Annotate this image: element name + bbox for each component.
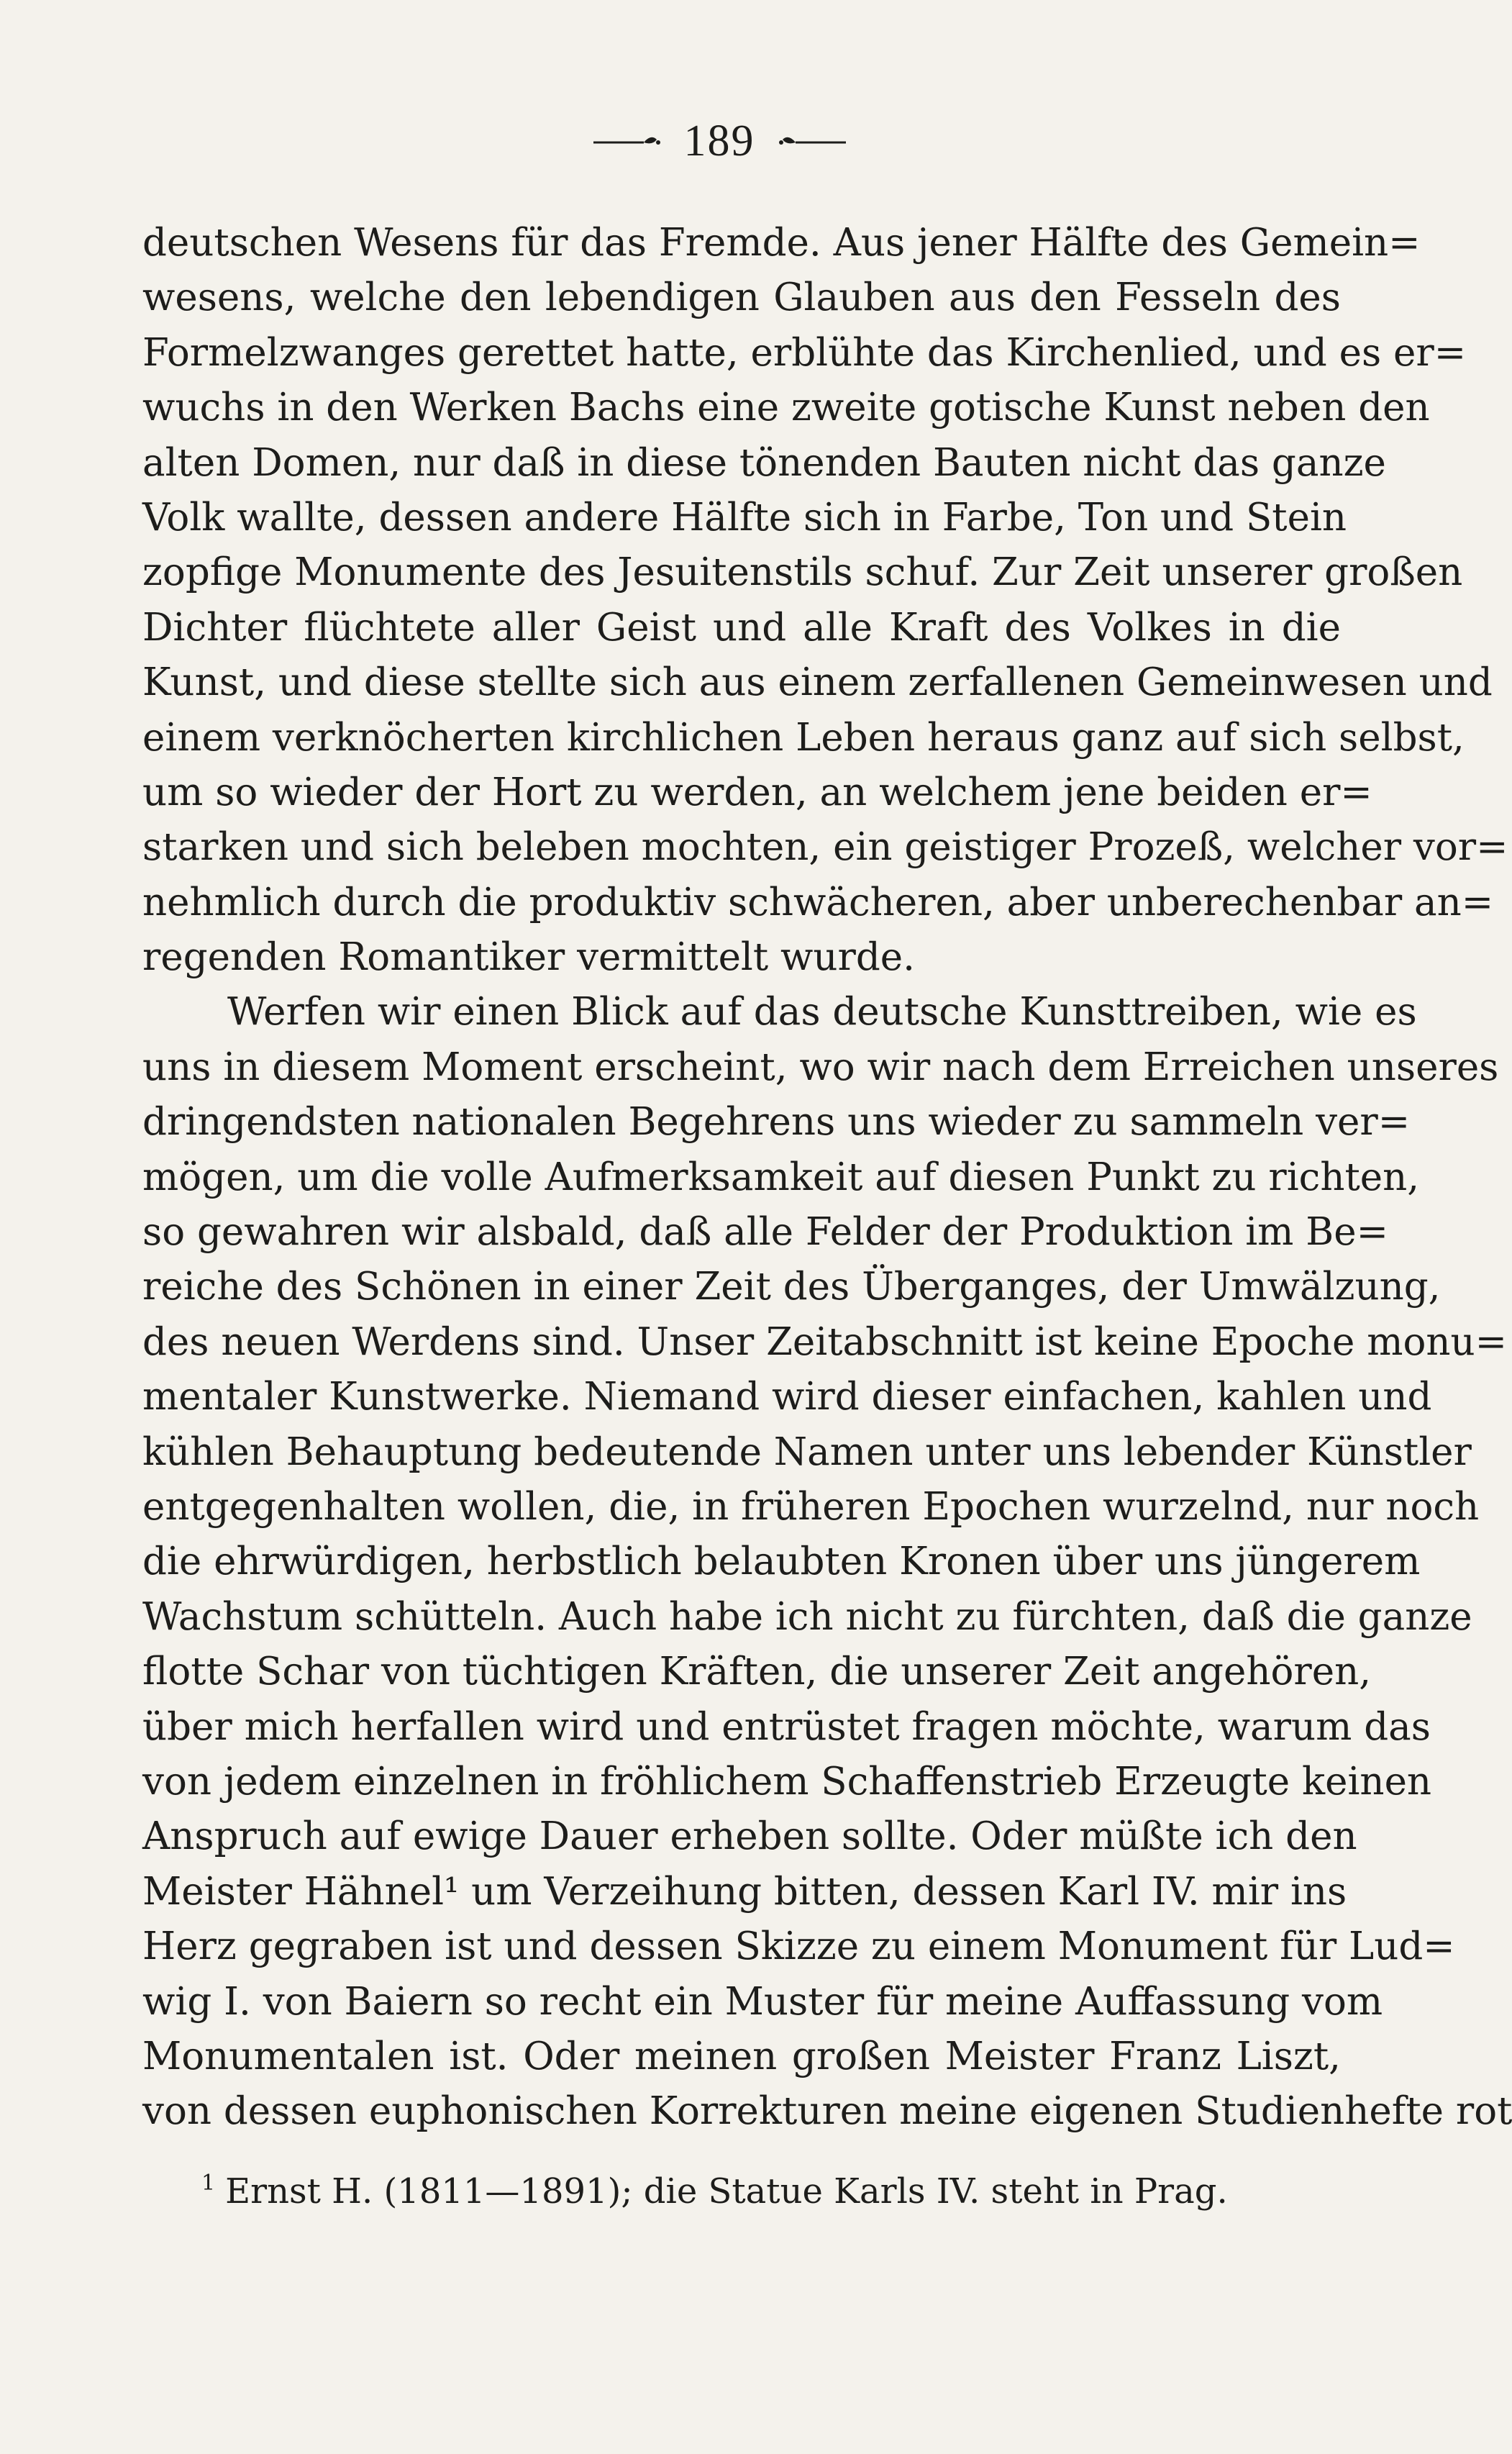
text-line: entgegenhalten wollen, die, in früheren Epochen wurzelnd, nur noch bbox=[142, 1484, 1480, 1529]
text-line: alten Domen, nur daß in diese tönenden Bauten nicht das ganze bbox=[142, 440, 1386, 485]
footnote-text: Ernst H. (1811—1891); die Statue Karls IV. steht in Prag. bbox=[225, 2171, 1228, 2212]
text-line: so gewahren wir alsbald, daß alle Felder der Produktion im Be= bbox=[142, 1210, 1388, 1255]
text-line: von dessen euphonischen Korrekturen meine eigenen Studienhefte rot bbox=[142, 2089, 1512, 2134]
text-line: nehmlich durch die produktiv schwächeren, aber unberechenbar an= bbox=[142, 880, 1494, 924]
text-line: über mich herfallen wird und entrüstet fragen möchte, warum das bbox=[142, 1704, 1431, 1749]
text-line: starken und sich beleben mochten, ein geistiger Prozeß, welcher vor= bbox=[142, 825, 1508, 870]
text-line: flotte Schar von tüchtigen Kräften, die unserer Zeit angehören, bbox=[142, 1650, 1372, 1694]
text-line: zopfige Monumente des Jesuitenstils schuf. Zur Zeit unserer großen bbox=[142, 550, 1463, 595]
text-line: kühlen Behauptung bedeutende Namen unter uns lebender Künstler bbox=[142, 1430, 1472, 1474]
text-line: uns in diesem Moment erscheint, wo wir nach dem Erreichen unseres bbox=[142, 1045, 1499, 1089]
paragraph-start-line: Werfen wir einen Blick auf das deutsche Kunsttreiben, wie es bbox=[227, 990, 1417, 1035]
text-line: um so wieder der Hort zu werden, an welchem jene beiden er= bbox=[142, 770, 1372, 814]
text-line: einem verknöcherten kirchlichen Leben heraus ganz auf sich selbst, bbox=[142, 715, 1465, 760]
page-number: 189 bbox=[683, 117, 755, 165]
body-text bbox=[142, 216, 1512, 2140]
text-line: Anspruch auf ewige Dauer erheben sollte. Oder müßte ich den bbox=[142, 1814, 1357, 1859]
left-ornament-icon bbox=[592, 127, 664, 155]
text-line: Monumentalen ist. Oder meinen großen Meister Franz Liszt, bbox=[142, 2034, 1341, 2078]
text-line: regenden Romantiker vermittelt wurde. bbox=[142, 935, 916, 980]
footnote-marker: 1 bbox=[201, 2171, 216, 2196]
text-line: Kunst, und diese stellte sich aus einem zerfallenen Gemeinwesen und bbox=[142, 660, 1493, 705]
footnote bbox=[201, 2158, 1324, 2217]
right-ornament-icon bbox=[775, 127, 847, 155]
text-line: wuchs in den Werken Bachs eine zweite gotische Kunst neben den bbox=[142, 386, 1430, 430]
text-line: Meister Hähnel¹ um Verzeihung bitten, dessen Karl IV. mir ins bbox=[142, 1869, 1347, 1914]
text-line: mögen, um die volle Aufmerksamkeit auf diesen Punkt zu richten, bbox=[142, 1155, 1420, 1199]
text-line: Volk wallte, dessen andere Hälfte sich in Farbe, Ton und Stein bbox=[142, 495, 1347, 540]
text-line: Wachstum schütteln. Auch habe ich nicht zu fürchten, daß die ganze bbox=[142, 1594, 1472, 1639]
text-line: Herz gegraben ist und dessen Skizze zu einem Monument für Lud= bbox=[142, 1924, 1455, 1969]
page-header bbox=[0, 119, 1439, 163]
text-line: von jedem einzelnen in fröhlichem Schaffenstrieb Erzeugte keinen bbox=[142, 1759, 1432, 1804]
text-line: dringendsten nationalen Begehrens uns wieder zu sammeln ver= bbox=[142, 1100, 1411, 1145]
text-line: reiche des Schönen in einer Zeit des Überganges, der Umwälzung, bbox=[142, 1265, 1441, 1309]
text-line: die ehrwürdigen, herbstlich belaubten Kronen über uns jüngerem bbox=[142, 1540, 1421, 1584]
text-line: wesens, welche den lebendigen Glauben aus den Fesseln des bbox=[142, 276, 1341, 320]
text-line: Dichter flüchtete aller Geist und alle Kraft des Volkes in die bbox=[142, 605, 1341, 650]
text-line: Formelzwanges gerettet hatte, erblühte das Kirchenlied, und es er= bbox=[142, 330, 1467, 375]
text-line: wig I. von Baiern so recht ein Muster für meine Auffassung vom bbox=[142, 1979, 1383, 2024]
text-line: deutschen Wesens für das Fremde. Aus jener Hälfte des Gemein= bbox=[142, 221, 1421, 265]
text-line: des neuen Werdens sind. Unser Zeitabschnitt ist keine Epoche monu= bbox=[142, 1319, 1508, 1364]
text-line: mentaler Kunstwerke. Niemand wird dieser einfachen, kahlen und bbox=[142, 1375, 1432, 1419]
